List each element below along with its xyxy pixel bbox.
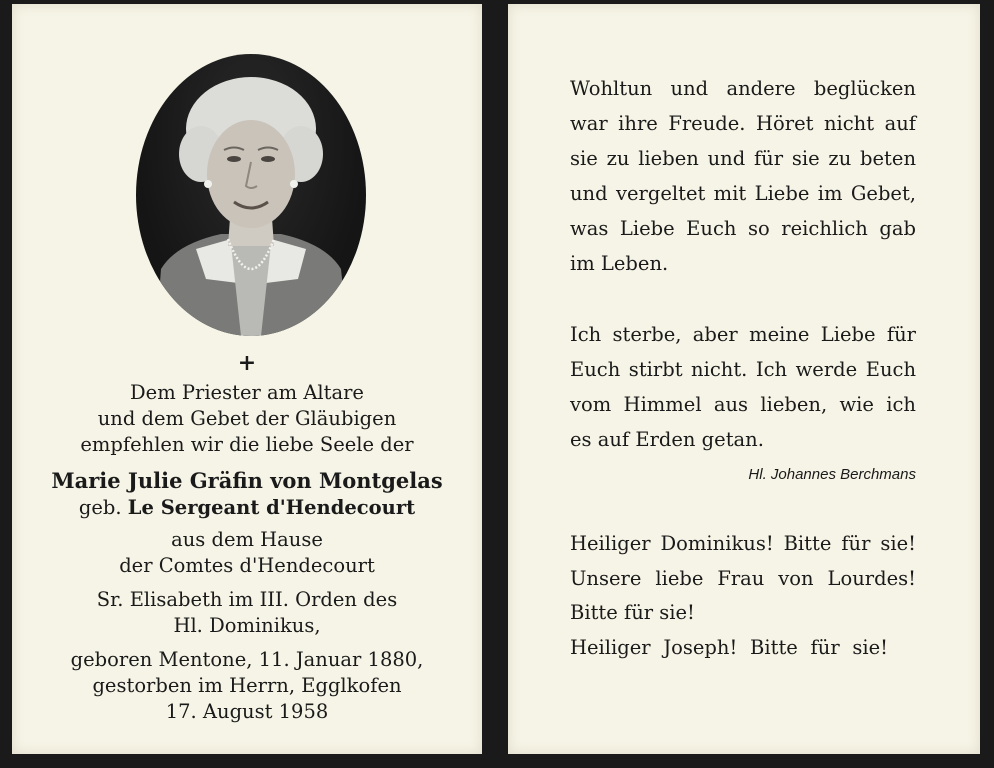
verse-line-2: war ihre Freude. Höret nicht auf bbox=[570, 112, 916, 135]
house-line-1: aus dem Hause bbox=[171, 528, 323, 551]
order-line-2: Hl. Dominikus, bbox=[173, 614, 321, 637]
order-line-1: Sr. Elisabeth im III. Orden des bbox=[96, 588, 398, 611]
dates-line-1: geboren Mentone, 11. Januar 1880, bbox=[70, 648, 424, 671]
dedication-block bbox=[12, 380, 482, 458]
verse-line-5: was Liebe Euch so reichlich gab bbox=[570, 217, 916, 240]
cross-symbol: + bbox=[237, 350, 257, 376]
deceased-name: Marie Julie Gräfin von Montgelas bbox=[51, 468, 443, 493]
prayer-line-1: Heiliger Dominikus! Bitte für sie! bbox=[570, 532, 916, 555]
prayer-line-4: Heiliger Joseph! Bitte für sie! bbox=[570, 636, 888, 659]
portrait-photo bbox=[136, 54, 366, 336]
dedication-line-1: Dem Priester am Altare bbox=[130, 381, 364, 404]
quote-line-2: Euch stirbt nicht. Ich werde Euch bbox=[570, 358, 916, 381]
quote-line-1: Ich sterbe, aber meine Liebe für bbox=[570, 323, 916, 346]
verse-line-3: sie zu lieben und für sie zu beten bbox=[570, 147, 916, 170]
birth-name: Le Sergeant d'Hendecourt bbox=[127, 496, 416, 519]
portrait-image bbox=[136, 54, 366, 336]
verse-line-6: im Leben. bbox=[570, 252, 669, 275]
left-card bbox=[12, 4, 482, 754]
dates-line-3: 17. August 1958 bbox=[165, 700, 329, 723]
birth-name-line bbox=[12, 496, 482, 519]
dedication-line-2: und dem Gebet der Gläubigen bbox=[97, 407, 397, 430]
house-line-2: der Comtes d'Hendecourt bbox=[119, 554, 375, 577]
right-card bbox=[508, 4, 980, 754]
quote-line-3: vom Himmel aus lieben, wie ich bbox=[570, 393, 916, 416]
prayer-line-3: Bitte für sie! bbox=[570, 601, 695, 624]
prayer-line-2: Unsere liebe Frau von Lourdes! bbox=[570, 567, 916, 590]
verse-line-1: Wohltun und andere beglücken bbox=[570, 77, 916, 100]
verse-line-4: und vergeltet mit Liebe im Gebet, bbox=[570, 182, 916, 205]
quote-attribution: Hl. Johannes Berchmans bbox=[748, 466, 916, 483]
birth-name-prefix: geb. bbox=[78, 496, 122, 519]
dedication-line-3: empfehlen wir die liebe Seele der bbox=[80, 433, 414, 456]
quote-line-4: es auf Erden getan. bbox=[570, 428, 764, 451]
dates-line-2: gestorben im Herrn, Egglkofen bbox=[92, 674, 402, 697]
